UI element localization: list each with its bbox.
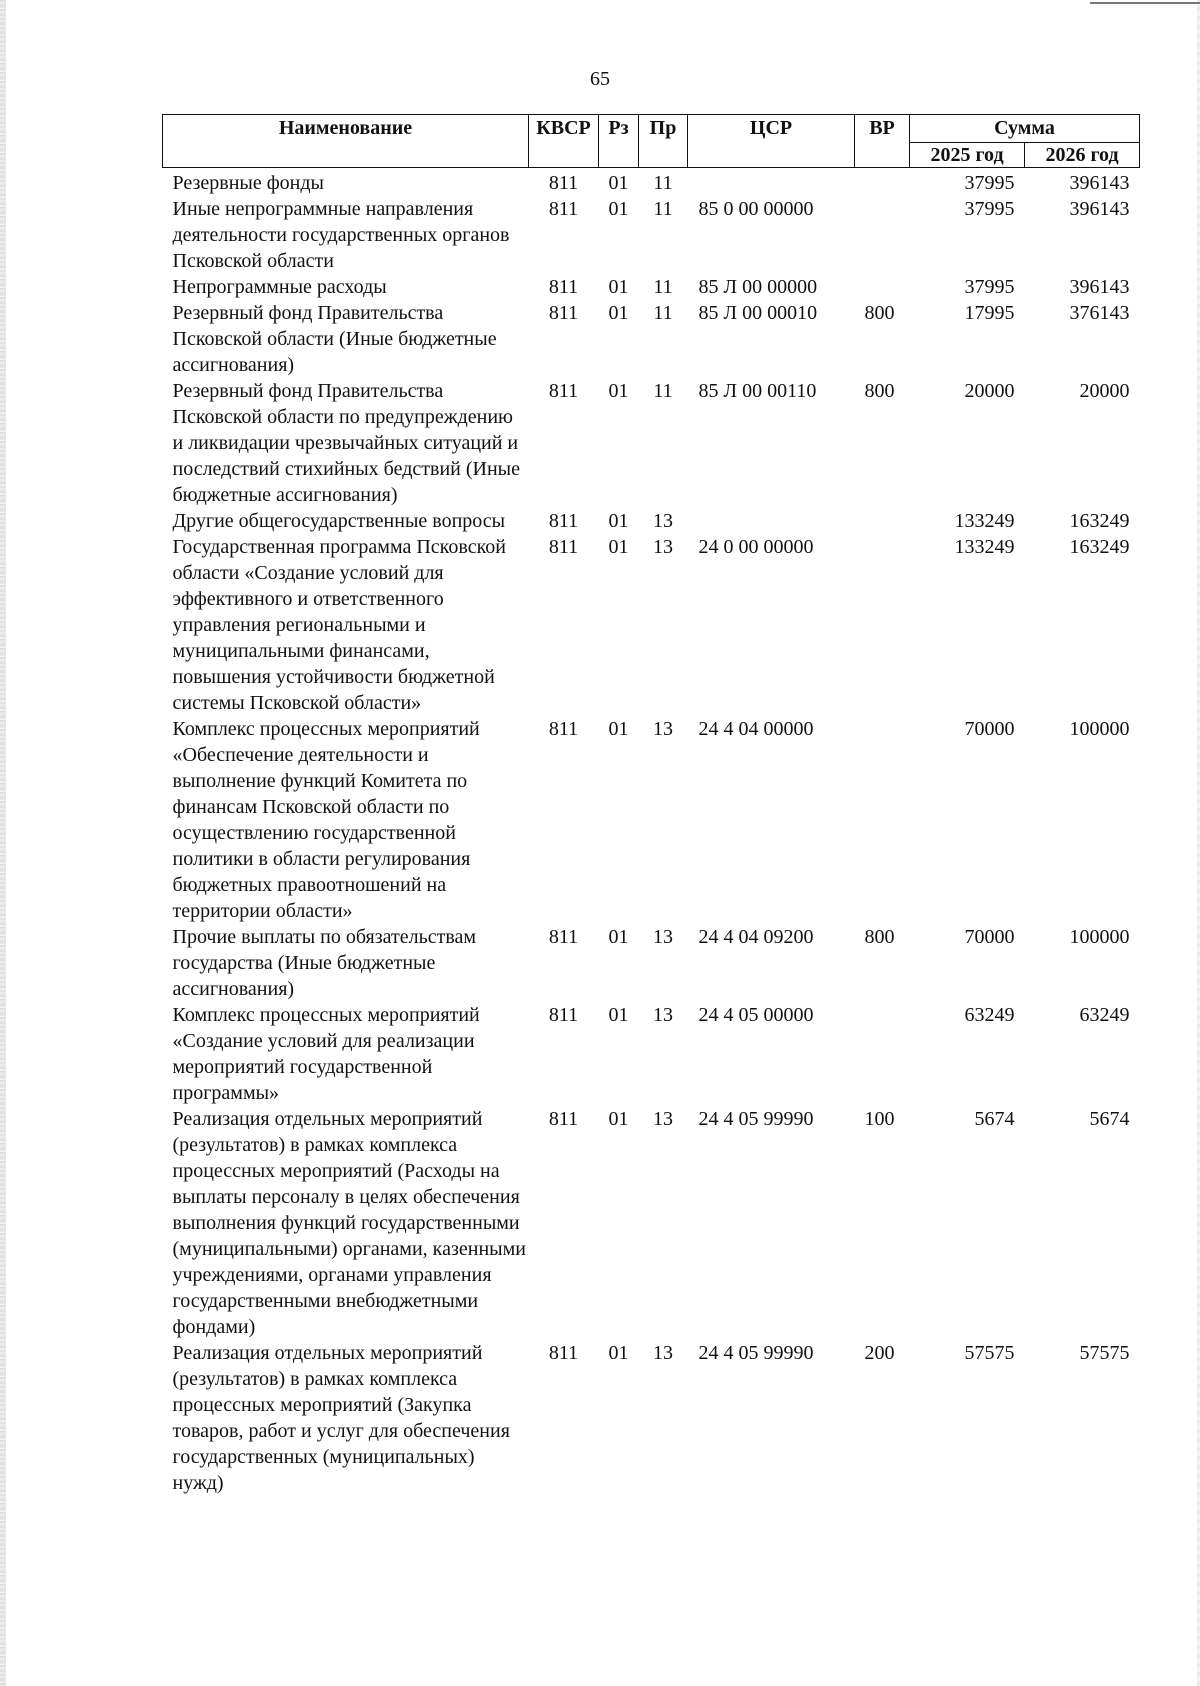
cell-csr: 85 Л 00 00110 [698,380,817,402]
cell-vr [855,716,910,924]
table-row [163,168,1140,197]
cell-rz: 01 [608,510,629,532]
header-sum: Сумма [910,115,1140,143]
cell-vr: 800 [864,380,895,402]
cell-vr: 200 [864,1342,895,1364]
cell-sum-2025: 20000 [964,380,1015,402]
cell-name: Комплекс процессных мероприятий «Создание условий для реализации мероприятий государственной программы» [172,1004,480,1104]
cell-name: Резервный фонд Правительства Псковской области (Иные бюджетные ассигнования) [172,302,497,376]
cell-rz: 01 [608,1342,629,1364]
cell-sum-2026: 57575 [1079,1342,1130,1364]
cell-rz: 01 [608,380,629,402]
cell-vr: 800 [864,302,895,324]
cell-csr [688,168,855,197]
cell-sum-2025: 5674 [974,1108,1015,1130]
table-row [163,716,1140,924]
table-row [163,534,1140,716]
cell-pr: 13 [653,1004,673,1026]
cell-name: Резервные фонды [172,172,324,194]
cell-sum-2025: 70000 [964,926,1015,948]
cell-csr: 24 4 05 99990 [698,1342,814,1364]
cell-sum-2025: 57575 [964,1342,1015,1364]
header-year-2026: 2026 год [1025,143,1140,168]
cell-pr: 11 [653,302,673,324]
budget-table [162,114,1140,1496]
cell-sum-2026: 376143 [1069,302,1130,324]
cell-kvsr: 811 [548,718,579,740]
cell-name: Прочие выплаты по обязательствам государства (Иные бюджетные ассигнования) [172,926,477,1000]
cell-vr [855,168,910,197]
cell-csr: 24 0 00 00000 [698,536,814,558]
cell-kvsr: 811 [548,302,579,324]
cell-rz: 01 [608,172,629,194]
cell-sum-2026: 100000 [1069,926,1130,948]
cell-rz: 01 [608,1108,629,1130]
header-vr: ВР [855,115,910,168]
cell-csr: 85 Л 00 00010 [698,302,818,324]
cell-kvsr: 811 [548,1342,579,1364]
cell-vr: 800 [864,926,895,948]
cell-sum-2026: 163249 [1069,536,1130,558]
table-row [163,508,1140,534]
table-body [163,168,1140,1497]
cell-sum-2026: 100000 [1069,718,1130,740]
cell-name: Государственная программа Псковской области «Создание условий для эффективного и ответственного управления региональными и муниципальными финансами, повышения устойчивости бюджетной системы Псковской области» [172,536,506,714]
cell-sum-2026: 5674 [1089,1108,1130,1130]
cell-kvsr: 811 [548,276,579,298]
header-csr: ЦСР [688,115,855,168]
cell-name: Комплекс процессных мероприятий «Обеспечение деятельности и выполнение функций Комитета по финансам Псковской области по осуществлению государственной политики в области регулирования бюджетных правоотношений на территории области» [172,718,480,922]
cell-pr: 13 [653,926,673,948]
header-year-2025: 2025 год [910,143,1025,168]
cell-sum-2026: 396143 [1069,276,1130,298]
cell-sum-2026: 163249 [1069,510,1130,532]
cell-rz: 01 [608,718,629,740]
cell-rz: 01 [608,536,629,558]
header-kvsr: КВСР [529,115,599,168]
cell-name: Резервный фонд Правительства Псковской области по предупреждению и ликвидации чрезвычайных ситуаций и последствий стихийных бедствий (Иные бюджетные ассигнования) [172,380,520,506]
table-row [163,274,1140,300]
cell-vr [855,508,910,534]
cell-rz: 01 [608,198,629,220]
page-number: 65 [590,68,610,90]
table-row [163,1106,1140,1340]
cell-rz: 01 [608,276,629,298]
cell-rz: 01 [608,302,629,324]
cell-pr: 11 [653,380,673,402]
cell-sum-2025: 133249 [954,536,1015,558]
cell-pr: 11 [653,276,673,298]
header-rz: Рз [599,115,639,168]
cell-kvsr: 811 [548,926,579,948]
cell-sum-2025: 70000 [964,718,1015,740]
scan-top-mark [1090,2,1200,4]
cell-sum-2025: 37995 [964,276,1015,298]
cell-kvsr: 811 [548,380,579,402]
cell-pr: 13 [653,718,673,740]
cell-pr: 13 [653,1342,673,1364]
cell-csr: 24 4 05 00000 [698,1004,814,1026]
cell-vr [855,534,910,716]
cell-sum-2025: 37995 [964,198,1015,220]
cell-sum-2026: 63249 [1079,1004,1130,1026]
cell-kvsr: 811 [548,1108,579,1130]
table-header [163,115,1140,168]
cell-pr: 13 [653,1108,673,1130]
cell-name: Непрограммные расходы [172,276,387,298]
cell-csr [688,508,855,534]
cell-sum-2026: 396143 [1069,198,1130,220]
cell-pr: 11 [653,172,673,194]
cell-name: Реализация отдельных мероприятий (результатов) в рамках комплекса процессных мероприятий (Расходы на выплаты персоналу в целях обеспечения выполнения функций государственными (муниципальными) органами, казенными учреждениями, органами управления государственными внебюджетными фондами) [172,1108,526,1338]
cell-csr: 24 4 05 99990 [698,1108,814,1130]
cell-sum-2026: 396143 [1069,172,1130,194]
table-row [163,1340,1140,1496]
cell-rz: 01 [608,926,629,948]
table-row [163,1002,1140,1106]
cell-name: Реализация отдельных мероприятий (результатов) в рамках комплекса процессных мероприятий (Закупка товаров, работ и услуг для обеспечения государственных (муниципальных) нужд) [172,1342,510,1494]
cell-name: Другие общегосударственные вопросы [172,510,506,532]
cell-name: Иные непрограммные направления деятельности государственных органов Псковской области [172,198,510,272]
cell-csr: 24 4 04 09200 [698,926,814,948]
cell-vr: 100 [864,1108,895,1130]
cell-pr: 13 [653,536,673,558]
cell-rz: 01 [608,1004,629,1026]
cell-pr: 11 [653,198,673,220]
cell-vr [855,274,910,300]
table-row [163,378,1140,508]
cell-kvsr: 811 [548,198,579,220]
header-name: Наименование [163,115,529,168]
cell-pr: 13 [653,510,673,532]
cell-sum-2025: 37995 [964,172,1015,194]
cell-kvsr: 811 [548,172,579,194]
table-row [163,196,1140,274]
cell-sum-2025: 63249 [964,1004,1015,1026]
header-pr: Пр [639,115,688,168]
cell-csr: 85 Л 00 00000 [698,276,818,298]
cell-sum-2025: 133249 [954,510,1015,532]
table-row [163,924,1140,1002]
cell-sum-2026: 20000 [1079,380,1130,402]
cell-sum-2025: 17995 [964,302,1015,324]
cell-vr [855,196,910,274]
cell-vr [855,1002,910,1106]
table-row [163,300,1140,378]
cell-kvsr: 811 [548,1004,579,1026]
cell-csr: 85 0 00 00000 [698,198,814,220]
cell-kvsr: 811 [548,510,579,532]
cell-kvsr: 811 [548,536,579,558]
scan-left-edge [0,0,6,1686]
cell-csr: 24 4 04 00000 [698,718,814,740]
